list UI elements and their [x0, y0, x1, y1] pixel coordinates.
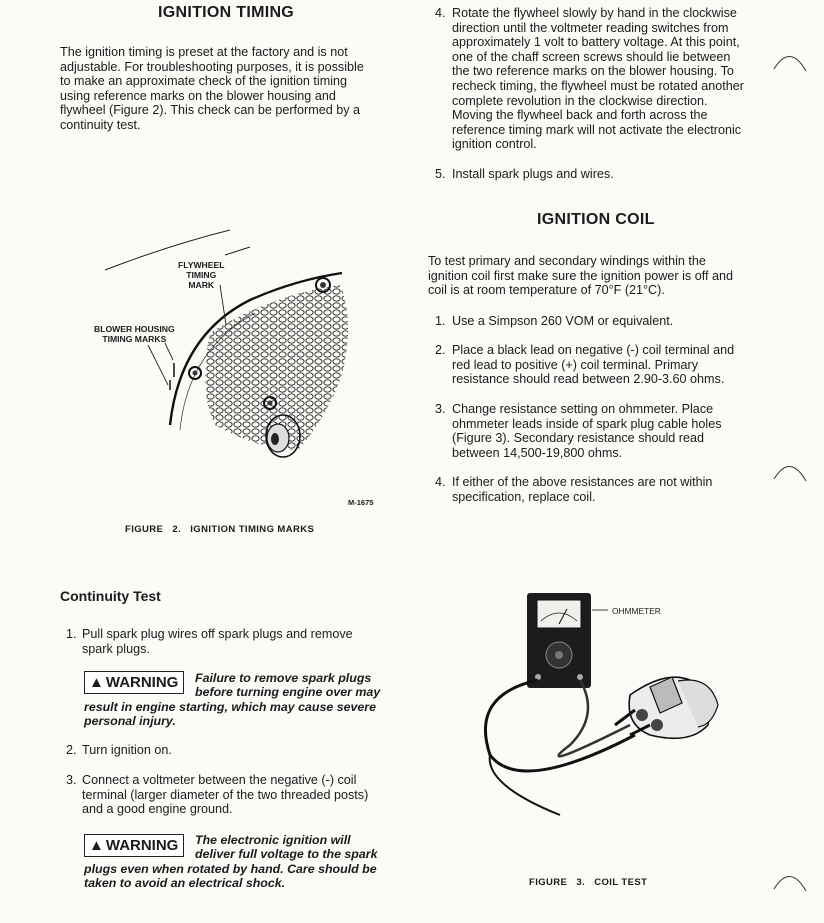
warning-triangle-icon: ▲: [89, 674, 104, 691]
figure-2-illustration: [80, 225, 400, 510]
punch-hole-mark-2: [770, 455, 810, 485]
blower-housing-timing-marks-label: BLOWER HOUSING TIMING MARKS: [94, 324, 175, 344]
timing-step-5: 5. Install spark plugs and wires.: [435, 167, 614, 181]
flywheel-diagram: [80, 225, 400, 510]
figure-3-illustration: [450, 585, 750, 855]
ignition-timing-intro: The ignition timing is preset at the factory and is not adjustable. For troubleshooting purposes, it is possible to make an approximate check of the ignition timing using reference marks on the blower housing and flywheel (Figure 2). This check can be performed by a continuity test.: [60, 45, 364, 132]
continuity-step-2: 2. Turn ignition on.: [66, 743, 172, 757]
continuity-test-heading: Continuity Test: [60, 588, 161, 604]
coil-step-3: 3. Change resistance setting on ohmmeter. Place ohmmeter leads inside of spark plug cable holes (Figure 3). Secondary resistance should read between 14,500-19,800 ohms.: [435, 402, 722, 460]
warning-1-rest-text: result in engine starting, which may cause severe personal injury.: [84, 700, 376, 729]
warning-badge-2: ▲ WARNING: [84, 834, 184, 857]
warning-badge-1: ▲ WARNING: [84, 671, 184, 694]
flywheel-timing-mark-label: FLYWHEEL TIMING MARK: [178, 260, 225, 290]
warning-2-rest-text: plugs even when rotated by hand. Care should be taken to avoid an electrical shock.: [84, 862, 377, 891]
coil-test-diagram: [450, 585, 750, 855]
punch-hole-mark-1: [770, 45, 810, 75]
warning-2-lead-text: The electronic ignition will deliver full voltage to the spark: [195, 833, 378, 862]
figure-2-caption: FIGURE 2. IGNITION TIMING MARKS: [125, 524, 315, 535]
continuity-step-3: 3. Connect a voltmeter between the negative (-) coil terminal (larger diameter of the two threaded posts) and a good engine ground.: [66, 773, 369, 817]
coil-step-4: 4. If either of the above resistances are not within specification, replace coil.: [435, 475, 713, 504]
figure-3-caption: FIGURE 3. COIL TEST: [529, 877, 648, 888]
ignition-coil-intro: To test primary and secondary windings within the ignition coil first make sure the ignition power is off and coil is at room temperature of 70°F (21°C).: [428, 254, 733, 298]
punch-hole-mark-3: [770, 865, 810, 895]
ignition-coil-heading: IGNITION COIL: [537, 211, 655, 228]
timing-step-4: 4. Rotate the flywheel slowly by hand in the clockwise direction until the voltmeter reading switches from approximately 1 volt to battery voltage. At this point, one of the chaff screen screws should lie between the two reference marks on the blower housing. To recheck timing, the flywheel must be rotated another complete revolution in the clockwise direction. Moving the flywheel back and forth across the reference timing mark will not activate the electronic ignition control.: [435, 6, 744, 152]
ohmmeter-label: OHMMETER: [612, 606, 661, 616]
warning-1-lead-text: Failure to remove spark plugs before turning engine over may: [195, 671, 381, 700]
coil-step-2: 2. Place a black lead on negative (-) coil terminal and red lead to positive (+) coil terminal. Primary resistance should read between 2.90-3.60 ohms.: [435, 343, 735, 387]
coil-step-1: 1. Use a Simpson 260 VOM or equivalent.: [435, 314, 674, 328]
figure-2-code: M-1675: [348, 498, 374, 507]
warning-triangle-icon: ▲: [89, 837, 104, 854]
continuity-step-1: 1. Pull spark plug wires off spark plugs and remove spark plugs.: [66, 627, 353, 656]
ignition-timing-heading: IGNITION TIMING: [158, 4, 295, 21]
